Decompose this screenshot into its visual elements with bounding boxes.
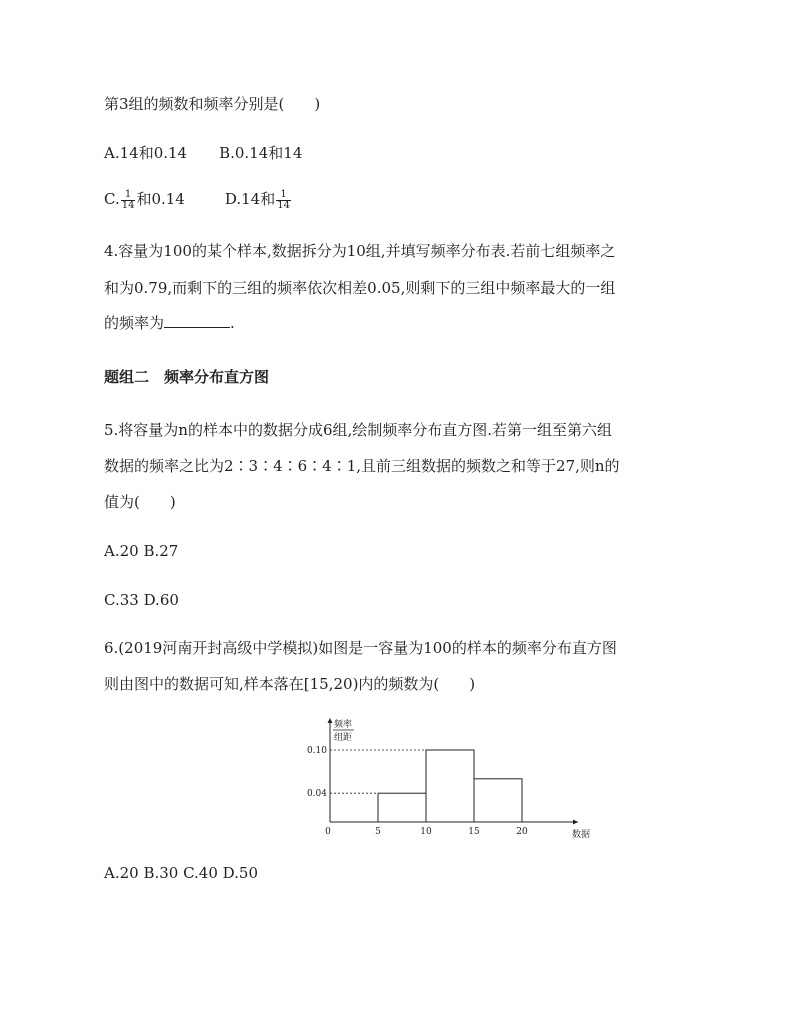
q5-options-ab: A.20 B.27 xyxy=(104,542,179,560)
x-tick-label: 20 xyxy=(516,827,528,837)
fraction: $\frac{1}{14}$ xyxy=(121,188,135,211)
q3-option-b: B.0.14和14 xyxy=(219,144,303,162)
answer-blank xyxy=(164,313,230,328)
q4-line2: 和为0.79,而剩下的三组的频率依次相差0.05,则剩下的三组中频率最大的一组 xyxy=(104,279,616,297)
histogram-bar xyxy=(426,750,474,822)
x-tick-label: 0 xyxy=(325,827,331,837)
y-axis-label-bottom: 组距 xyxy=(334,733,353,743)
q3-options-cd xyxy=(104,189,292,211)
q5-line3: 值为( ) xyxy=(104,493,176,511)
histogram-bar xyxy=(474,779,522,822)
frequency-histogram xyxy=(300,712,591,840)
q5-options-cd: C.33 D.60 xyxy=(104,591,179,609)
q4-line3: 的频率为 . xyxy=(104,314,235,332)
y-tick-label: 0.10 xyxy=(306,746,327,756)
y-axis-label-top: 频率 xyxy=(334,720,353,730)
q6-line2: 则由图中的数据可知,样本落在[15,20)内的频数为( ) xyxy=(104,675,476,693)
x-axis-arrow xyxy=(573,820,578,825)
y-tick-label: 0.04 xyxy=(306,789,327,800)
q5-line2: 数据的频率之比为2∶3∶4∶6∶4∶1,且前三组数据的频数之和等于27,则n的 xyxy=(104,457,620,475)
q3-option-d: D.14和 $\frac{1}{14}$ xyxy=(224,188,290,211)
x-tick-label: 15 xyxy=(468,827,480,837)
q4-line1: 4.容量为100的某个样本,数据拆分为10组,并填写频率分布表.若前七组频率之 xyxy=(104,242,616,260)
q3-option-a: A.14和0.14 xyxy=(104,144,188,162)
q3-options-ab xyxy=(104,143,302,163)
x-tick-label: 5 xyxy=(375,827,381,837)
histogram-bar xyxy=(378,793,426,822)
q3-option-c: C. $\frac{1}{14}$ 和0.14 xyxy=(104,188,185,211)
section-title: 题组二 频率分布直方图 xyxy=(104,368,270,386)
y-axis-arrow xyxy=(328,718,333,723)
fraction: $\frac{1}{14}$ xyxy=(277,188,290,211)
q5-line1: 5.将容量为n的样本中的数据分成6组,绘制频率分布直方图.若第一组至第六组 xyxy=(104,421,613,439)
q3-stem: 第3组的频数和频率分别是( ) xyxy=(104,95,321,113)
x-axis-label: 数据 xyxy=(572,830,591,840)
q6-options: A.20 B.30 C.40 D.50 xyxy=(104,864,259,882)
q6-line1: 6.(2019河南开封高级中学模拟)如图是一容量为100的样本的频率分布直方图 xyxy=(104,639,617,657)
x-tick-label: 10 xyxy=(420,827,432,837)
